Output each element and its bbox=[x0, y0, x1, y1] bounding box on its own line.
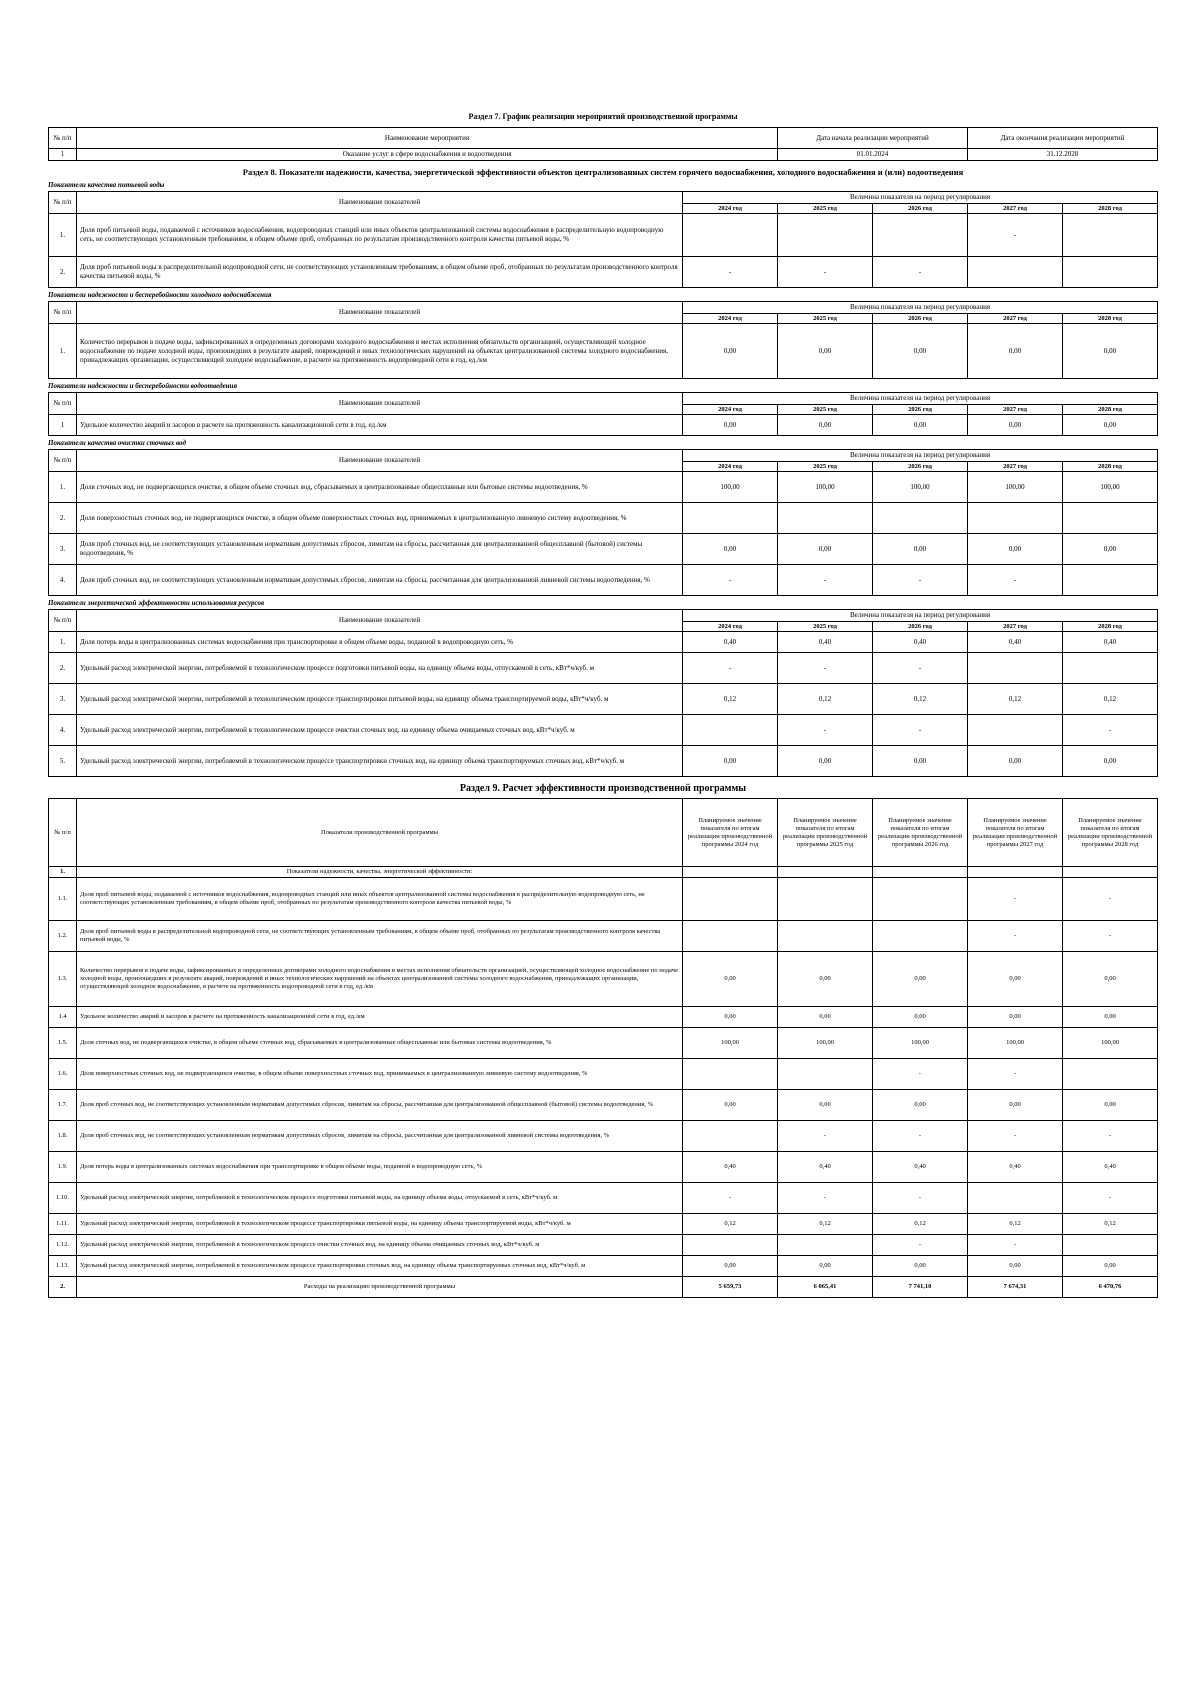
s8-row-n: 1. bbox=[49, 214, 77, 257]
s9-total-2027: 7 674,31 bbox=[968, 1277, 1063, 1298]
s8-row-value: - bbox=[683, 653, 778, 684]
s8-row-value: 0,00 bbox=[1063, 415, 1158, 436]
s9-row-value: 0,00 bbox=[968, 1090, 1063, 1121]
table-row bbox=[49, 653, 1158, 684]
s9-row-n: 1.9. bbox=[49, 1152, 77, 1183]
s9-row-n: 1.7. bbox=[49, 1090, 77, 1121]
s9-row-value: - bbox=[968, 1235, 1063, 1256]
s8-group-table bbox=[48, 609, 1158, 777]
table-row bbox=[49, 715, 1158, 746]
s8-row-value: 0,40 bbox=[683, 632, 778, 653]
s9-row-name: Количество перерывов в подаче воды, зафиксированных в определенных договорами холодного водоснабжения в местах исполнения обязательств организацией, осуществляющей холодное водоснабжение по подаче холодной воды, произошедших в результате аварий, повреждений и иных технологических нарушений на объектах централизованной системы холодного водоснабжения, принадлежащих организации, осуществляющей холодное водоснабжение, в расчете на протяженность водопроводной сети в год, ед./км bbox=[77, 952, 683, 1007]
s9-row-name: Удельный расход электрической энергии, потребляемой в технологическом процессе транспортировки питьевой воды, на единицу объема транспортируемой воды, кВт*ч/куб. м bbox=[77, 1214, 683, 1235]
s9-row-value: - bbox=[778, 1183, 873, 1214]
s9-row-n: 1.11. bbox=[49, 1214, 77, 1235]
s9-header-year-2026: Планируемое значение показателя по итогам реализации производственной программы 2026 год bbox=[873, 799, 968, 867]
s8-row-name: Доля проб питьевой воды, подаваемой с источников водоснабжения, водопроводных станций или иных объектов централизованной системы водоснабжения в распределительную водопроводную сеть, не соответствующих установленным требованиям, в общем объеме проб, отобранных по результатам производственного контроля качества питьевой воды, % bbox=[77, 214, 683, 257]
s9-row-value bbox=[778, 1235, 873, 1256]
s8-header-year: 2026 год bbox=[873, 405, 968, 415]
section-8-title: Раздел 8. Показатели надежности, качества, энергетической эффективности объектов централизованных систем горячего водоснабжения, холодного водоснабжения и (или) водоотведения bbox=[242, 167, 964, 177]
s8-row-value: 0,00 bbox=[683, 746, 778, 777]
s7-row-n: 1 bbox=[49, 149, 77, 161]
s9-row-value: 0,40 bbox=[683, 1152, 778, 1183]
s9-row-value: - bbox=[1063, 1183, 1158, 1214]
s9-row-value: 0,00 bbox=[778, 1256, 873, 1277]
s8-row-value bbox=[968, 653, 1063, 684]
s9-total-2026: 7 741,10 bbox=[873, 1277, 968, 1298]
s9-row-value: 0,00 bbox=[873, 1090, 968, 1121]
section-9-title: Раздел 9. Расчет эффективности производственной программы bbox=[459, 783, 747, 794]
s9-row-n: 1.13. bbox=[49, 1256, 77, 1277]
s9-row-value: 0,12 bbox=[778, 1214, 873, 1235]
s8-row-value: 0,00 bbox=[1063, 746, 1158, 777]
s9-row-value: - bbox=[683, 1183, 778, 1214]
s8-row-value: 0,00 bbox=[968, 415, 1063, 436]
s8-row-n: 5. bbox=[49, 746, 77, 777]
s8-row-value bbox=[1063, 653, 1158, 684]
s9-row-value: 0,00 bbox=[683, 1007, 778, 1028]
s9-row-value: 100,00 bbox=[873, 1028, 968, 1059]
s8-header-n: № п/п bbox=[49, 610, 77, 632]
s9-row-value: 0,12 bbox=[1063, 1214, 1158, 1235]
s8-row-name: Доля потерь воды в централизованных системах водоснабжения при транспортировке в общем объеме воды, поданной в водопроводную сеть, % bbox=[77, 632, 683, 653]
s9-row-value: - bbox=[968, 921, 1063, 952]
s9-row-name: Доля проб питьевой воды, подаваемой с источников водоснабжения, водопроводных станций или иных объектов централизованной системы водоснабжения в распределительную водопроводную сеть, не соответствующих установленным требованиям, в общем объеме проб, отобранных по результатам производственного контроля качества питьевой воды, % bbox=[77, 878, 683, 921]
s8-row-value bbox=[778, 214, 873, 257]
s8-row-n: 1. bbox=[49, 632, 77, 653]
s8-row-value: 0,00 bbox=[683, 415, 778, 436]
s8-row-value: 100,00 bbox=[778, 472, 873, 503]
s8-header-year: 2027 год bbox=[968, 314, 1063, 324]
s8-row-n: 4. bbox=[49, 715, 77, 746]
s9-row-value: 0,12 bbox=[873, 1214, 968, 1235]
s8-row-n: 2. bbox=[49, 257, 77, 288]
section-7-table bbox=[48, 127, 1158, 161]
s8-row-value: 100,00 bbox=[873, 472, 968, 503]
s8-row-value: 0,00 bbox=[683, 324, 778, 379]
table-row bbox=[49, 632, 1158, 653]
s8-row-n: 1. bbox=[49, 324, 77, 379]
s9-group-2-name: Расходы на реализацию производственной программы bbox=[77, 1277, 683, 1298]
s8-header-n: № п/п bbox=[49, 192, 77, 214]
s9-row-value: 0,00 bbox=[683, 1090, 778, 1121]
s8-header-year: 2026 год bbox=[873, 462, 968, 472]
s8-row-value: 0,40 bbox=[778, 632, 873, 653]
s7-header-n: № п/п bbox=[49, 128, 77, 149]
s8-row-value: 0,00 bbox=[1063, 324, 1158, 379]
s9-row-name: Доля сточных вод, не подвергающихся очистке, в общем объеме сточных вод, сбрасываемых в централизованные общесплавные или бытовые системы водоотведения, % bbox=[77, 1028, 683, 1059]
s8-row-value: 100,00 bbox=[683, 472, 778, 503]
s9-group-1-name: Показатели надежности, качества, энергетической эффективности: bbox=[77, 867, 683, 878]
s9-row-value bbox=[683, 878, 778, 921]
s9-row-name: Удельный расход электрической энергии, потребляемой в технологическом процессе очистки сточных вод, на единицу объема очищаемых сточных вод, кВт*ч/куб. м bbox=[77, 1235, 683, 1256]
s8-row-n: 3. bbox=[49, 534, 77, 565]
s8-row-name: Доля проб сточных вод, не соответствующих установленным нормативам допустимых сбросов, лимитам на сбросы, рассчитанная для централизованной общесплавной (бытовой) системы водоотведения, % bbox=[77, 534, 683, 565]
s8-row-name: Удельный расход электрической энергии, потребляемой в технологическом процессе подготовки питьевой воды, на единицу объема воды, отпускаемой в сеть, кВт*ч/куб. м bbox=[77, 653, 683, 684]
table-row bbox=[49, 534, 1158, 565]
s8-row-value bbox=[968, 503, 1063, 534]
s9-row-name: Доля потерь воды в централизованных системах водоснабжения при транспортировке в общем объеме воды, поданной в водопроводную сеть, % bbox=[77, 1152, 683, 1183]
s8-header-year: 2024 год bbox=[683, 622, 778, 632]
s8-row-value bbox=[683, 214, 778, 257]
s8-row-name: Доля проб сточных вод, не соответствующих установленным нормативам допустимых сбросов, лимитам на сбросы, рассчитанная для централизованной ливневой системы водоотведения, % bbox=[77, 565, 683, 596]
table-row bbox=[49, 149, 1158, 161]
s8-group-title: Показатели надежности и бесперебойности холодного водоснабжения bbox=[48, 291, 272, 299]
s8-row-value: 0,00 bbox=[778, 746, 873, 777]
s8-header-period: Величина показателя на период регулирования bbox=[683, 393, 1158, 405]
s9-row-value: - bbox=[1063, 878, 1158, 921]
s8-header-year: 2024 год bbox=[683, 405, 778, 415]
s8-row-n: 3. bbox=[49, 684, 77, 715]
s9-row-value: 0,00 bbox=[968, 1007, 1063, 1028]
s9-row-value: - bbox=[873, 1235, 968, 1256]
s8-header-year: 2027 год bbox=[968, 622, 1063, 632]
s8-row-value: 0,00 bbox=[1063, 534, 1158, 565]
s9-header-year-2027: Планируемое значение показателя по итогам реализации производственной программы 2027 год bbox=[968, 799, 1063, 867]
s8-row-value: 100,00 bbox=[1063, 472, 1158, 503]
s8-row-value: 0,00 bbox=[968, 746, 1063, 777]
s8-group-table bbox=[48, 392, 1158, 436]
s8-row-value: 0,00 bbox=[968, 534, 1063, 565]
s8-row-name: Удельное количество аварий и засоров в расчете на протяженность канализационной сети в год, ед./км bbox=[77, 415, 683, 436]
s8-row-value bbox=[683, 715, 778, 746]
section-8-container bbox=[48, 181, 1158, 777]
s8-row-value: - bbox=[873, 715, 968, 746]
s9-row-value: 0,00 bbox=[1063, 1007, 1158, 1028]
s9-group-2-n: 2. bbox=[49, 1277, 77, 1298]
s8-header-year: 2025 год bbox=[778, 405, 873, 415]
s8-group-title: Показатели энергетической эффективности использования ресурсов bbox=[48, 599, 265, 607]
s9-row-name: Удельный расход электрической энергии, потребляемой в технологическом процессе транспортировки сточных вод, на единицу объема транспортируемых сточных вод, кВт*ч/куб. м bbox=[77, 1256, 683, 1277]
table-row bbox=[49, 1090, 1158, 1121]
s9-header-name: Показатели производственной программы bbox=[77, 799, 683, 867]
s9-header-year-2025: Планируемое значение показателя по итогам реализации производственной программы 2025 год bbox=[778, 799, 873, 867]
s8-row-value bbox=[1063, 214, 1158, 257]
table-row bbox=[49, 257, 1158, 288]
s8-row-value: 0,12 bbox=[683, 684, 778, 715]
s8-row-value: - bbox=[683, 257, 778, 288]
s9-header-year-2024: Планируемое значение показателя по итогам реализации производственной программы 2024 год bbox=[683, 799, 778, 867]
s8-row-n: 2. bbox=[49, 503, 77, 534]
s8-row-value bbox=[1063, 503, 1158, 534]
s9-row-value: 0,00 bbox=[683, 952, 778, 1007]
s8-row-n: 4. bbox=[49, 565, 77, 596]
s9-row-n: 1.1. bbox=[49, 878, 77, 921]
s9-row-value: 0,00 bbox=[683, 1256, 778, 1277]
s8-row-value: 0,12 bbox=[1063, 684, 1158, 715]
s8-header-n: № п/п bbox=[49, 302, 77, 324]
s7-header-name: Наименование мероприятия bbox=[77, 128, 778, 149]
s8-row-value: 0,00 bbox=[778, 534, 873, 565]
s8-row-value: - bbox=[873, 653, 968, 684]
s8-row-value: 0,00 bbox=[683, 534, 778, 565]
s8-header-year: 2025 год bbox=[778, 622, 873, 632]
s8-row-value: 0,00 bbox=[968, 324, 1063, 379]
s8-row-value: - bbox=[778, 715, 873, 746]
s8-group-title: Показатели качества питьевой воды bbox=[48, 181, 165, 189]
s8-row-value: 0,40 bbox=[1063, 632, 1158, 653]
s8-group-table bbox=[48, 449, 1158, 596]
s8-header-year: 2025 год bbox=[778, 462, 873, 472]
s8-row-value: - bbox=[778, 565, 873, 596]
s8-row-value: - bbox=[778, 257, 873, 288]
s9-row-value: 0,40 bbox=[968, 1152, 1063, 1183]
s9-row-n: 1.8. bbox=[49, 1121, 77, 1152]
s8-row-n: 1 bbox=[49, 415, 77, 436]
s8-header-name: Наименование показателей bbox=[77, 302, 683, 324]
s9-row-value: 100,00 bbox=[778, 1028, 873, 1059]
s8-header-name: Наименование показателей bbox=[77, 610, 683, 632]
s9-row-value bbox=[1063, 1059, 1158, 1090]
s8-header-period: Величина показателя на период регулирования bbox=[683, 610, 1158, 622]
s8-row-value: - bbox=[778, 653, 873, 684]
s7-header-start: Дата начала реализации мероприятий bbox=[778, 128, 968, 149]
s9-row-value: - bbox=[968, 1059, 1063, 1090]
s8-row-name: Удельный расход электрической энергии, потребляемой в технологическом процессе транспортировки сточных вод, на единицу объема транспортируемых сточных вод, кВт*ч/куб. м bbox=[77, 746, 683, 777]
s9-row-name: Доля проб питьевой воды в распределительной водопроводной сети, не соответствующих установленным требованиям, в общем объеме проб, отобранных по результатам производственного контроля качества питьевой воды, % bbox=[77, 921, 683, 952]
s8-row-value: 0,12 bbox=[968, 684, 1063, 715]
s9-total-2028: 6 470,76 bbox=[1063, 1277, 1158, 1298]
s8-row-value bbox=[683, 503, 778, 534]
s9-row-value: 0,00 bbox=[778, 1007, 873, 1028]
s8-header-year: 2028 год bbox=[1063, 314, 1158, 324]
s9-row-value: 0,00 bbox=[778, 1090, 873, 1121]
s8-header-name: Наименование показателей bbox=[77, 192, 683, 214]
s9-row-value: - bbox=[968, 1121, 1063, 1152]
s8-group-table bbox=[48, 191, 1158, 288]
s9-row-n: 1.6. bbox=[49, 1059, 77, 1090]
s8-row-value: 0,12 bbox=[778, 684, 873, 715]
s8-row-value: 0,40 bbox=[968, 632, 1063, 653]
s8-row-value: - bbox=[873, 565, 968, 596]
table-row bbox=[49, 503, 1158, 534]
s8-row-n: 2. bbox=[49, 653, 77, 684]
s9-header-n: № п/п bbox=[49, 799, 77, 867]
s9-row-value: - bbox=[873, 1183, 968, 1214]
section-7-title: Раздел 7. График реализации мероприятий производственной программы bbox=[468, 112, 738, 121]
s8-row-name: Доля проб питьевой воды в распределительной водопроводной сети, не соответствующих установленным требованиям, в общем объеме проб, отобранных по результатам производственного контроля качества питьевой воды, % bbox=[77, 257, 683, 288]
s8-header-year: 2027 год bbox=[968, 204, 1063, 214]
s9-row-n: 1.4 bbox=[49, 1007, 77, 1028]
table-row bbox=[49, 1235, 1158, 1256]
table-row bbox=[49, 1214, 1158, 1235]
s8-row-value: - bbox=[968, 214, 1063, 257]
s9-row-value bbox=[873, 878, 968, 921]
s9-row-value: - bbox=[873, 1059, 968, 1090]
table-row bbox=[49, 1183, 1158, 1214]
s8-row-name: Удельный расход электрической энергии, потребляемой в технологическом процессе транспортировки питьевой воды, на единицу объема транспортируемой воды, кВт*ч/куб. м bbox=[77, 684, 683, 715]
s8-header-year: 2024 год bbox=[683, 314, 778, 324]
s8-header-year: 2028 год bbox=[1063, 405, 1158, 415]
table-row bbox=[49, 565, 1158, 596]
s8-row-value bbox=[1063, 565, 1158, 596]
s9-row-value bbox=[968, 1183, 1063, 1214]
s8-row-value: 0,00 bbox=[778, 415, 873, 436]
s8-header-year: 2026 год bbox=[873, 314, 968, 324]
s8-row-value: 0,12 bbox=[873, 684, 968, 715]
s9-row-n: 1.2. bbox=[49, 921, 77, 952]
table-row bbox=[49, 878, 1158, 921]
s8-header-year: 2025 год bbox=[778, 314, 873, 324]
s8-row-value bbox=[968, 257, 1063, 288]
s9-row-value bbox=[683, 1059, 778, 1090]
s9-row-value: 0,00 bbox=[873, 1256, 968, 1277]
s8-header-year: 2024 год bbox=[683, 204, 778, 214]
s7-row-end: 31.12.2028 bbox=[968, 149, 1158, 161]
table-row bbox=[49, 1121, 1158, 1152]
s9-row-value bbox=[683, 1121, 778, 1152]
s9-row-value: 100,00 bbox=[968, 1028, 1063, 1059]
table-row bbox=[49, 415, 1158, 436]
s8-row-value: - bbox=[968, 565, 1063, 596]
s9-row-n: 1.10. bbox=[49, 1183, 77, 1214]
s9-row-value: 0,12 bbox=[968, 1214, 1063, 1235]
s8-header-n: № п/п bbox=[49, 450, 77, 472]
s8-row-name: Доля сточных вод, не подвергающихся очистке, в общем объеме сточных вод, сбрасываемых в централизованные общесплавные или бытовые системы водоотведения, % bbox=[77, 472, 683, 503]
s9-group-1-n: 1. bbox=[49, 867, 77, 878]
s9-row-value: - bbox=[873, 1121, 968, 1152]
s8-row-value bbox=[968, 715, 1063, 746]
s9-body bbox=[49, 878, 1158, 1277]
s9-row-value: 0,00 bbox=[873, 952, 968, 1007]
s8-header-name: Наименование показателей bbox=[77, 450, 683, 472]
s8-header-name: Наименование показателей bbox=[77, 393, 683, 415]
s9-group-2-row bbox=[49, 1277, 1158, 1298]
s9-total-2025: 6 065,41 bbox=[778, 1277, 873, 1298]
s8-group-title: Показатели надежности и бесперебойности водоотведения bbox=[48, 382, 238, 390]
document-page bbox=[48, 112, 1158, 1298]
s8-header-year: 2027 год bbox=[968, 405, 1063, 415]
s9-row-value: 0,00 bbox=[1063, 952, 1158, 1007]
s8-header-period: Величина показателя на период регулирования bbox=[683, 192, 1158, 204]
s8-row-name: Количество перерывов в подаче воды, зафиксированных в определенных договорами холодного водоснабжения в местах исполнения обязательств организацией, осуществляющей холодное водоснабжение по подаче холодной воды, произошедших в результате аварий, повреждений и иных технологических нарушений на объектах централизованной системы холодного водоснабжения, принадлежащих организации, осуществляющей холодное водоснабжение, в расчете на протяженность водопроводной сети в год, ед./км bbox=[77, 324, 683, 379]
s9-row-value bbox=[778, 878, 873, 921]
s9-row-value: 100,00 bbox=[1063, 1028, 1158, 1059]
table-row bbox=[49, 921, 1158, 952]
s8-row-value bbox=[873, 214, 968, 257]
s9-row-name: Доля поверхностных сточных вод, не подвергающихся очистке, в общем объеме поверхностных сточных вод, принимаемых в централизованную ливневую систему водоотведения, % bbox=[77, 1059, 683, 1090]
s8-row-value: 0,00 bbox=[778, 324, 873, 379]
s9-row-value: 0,40 bbox=[1063, 1152, 1158, 1183]
s8-header-year: 2027 год bbox=[968, 462, 1063, 472]
s9-row-value: - bbox=[968, 878, 1063, 921]
s8-header-period: Величина показателя на период регулирования bbox=[683, 450, 1158, 462]
s9-row-value: 0,40 bbox=[778, 1152, 873, 1183]
s9-row-value: 0,00 bbox=[968, 952, 1063, 1007]
s7-row-name: Оказание услуг в сфере водоснабжения и водоотведения bbox=[77, 149, 778, 161]
s9-header-year-2028: Планируемое значение показателя по итогам реализации производственной программы 2028 год bbox=[1063, 799, 1158, 867]
s8-header-period: Величина показателя на период регулирования bbox=[683, 302, 1158, 314]
table-row bbox=[49, 1256, 1158, 1277]
s9-row-value: - bbox=[778, 1121, 873, 1152]
s8-row-value: - bbox=[873, 257, 968, 288]
s7-row-start: 01.01.2024 bbox=[778, 149, 968, 161]
s9-row-n: 1.3. bbox=[49, 952, 77, 1007]
s8-row-value: - bbox=[1063, 715, 1158, 746]
s9-row-value bbox=[683, 921, 778, 952]
s8-row-value: 0,00 bbox=[873, 324, 968, 379]
s8-header-year: 2028 год bbox=[1063, 462, 1158, 472]
s9-row-value: 0,00 bbox=[1063, 1256, 1158, 1277]
s9-row-name: Доля проб сточных вод, не соответствующих установленным нормативам допустимых сбросов, лимитам на сбросы, рассчитанная для централизованной общесплавной (бытовой) системы водоотведения, % bbox=[77, 1090, 683, 1121]
s9-row-value: - bbox=[1063, 1121, 1158, 1152]
s9-row-name: Доля проб сточных вод, не соответствующих установленным нормативам допустимых сбросов, лимитам на сбросы, рассчитанная для централизованной ливневой системы водоотведения, % bbox=[77, 1121, 683, 1152]
s9-row-name: Удельное количество аварий и засоров в расчете на протяженность канализационной сети в год, ед./км bbox=[77, 1007, 683, 1028]
s9-row-name: Удельный расход электрической энергии, потребляемой в технологическом процессе подготовки питьевой воды, на единицу объема воды, отпускаемой в сеть, кВт*ч/куб. м bbox=[77, 1183, 683, 1214]
s8-row-name: Доля поверхностных сточных вод, не подвергающихся очистке, в общем объеме поверхностных сточных вод, принимаемых в централизованную ливневую систему водоотведения, % bbox=[77, 503, 683, 534]
s9-row-value bbox=[683, 1235, 778, 1256]
table-row bbox=[49, 1028, 1158, 1059]
table-row bbox=[49, 214, 1158, 257]
table-row bbox=[49, 1152, 1158, 1183]
s8-row-value bbox=[1063, 257, 1158, 288]
s8-row-value: 100,00 bbox=[968, 472, 1063, 503]
s8-row-value: 0,00 bbox=[873, 746, 968, 777]
s8-row-value: 0,40 bbox=[873, 632, 968, 653]
table-row bbox=[49, 746, 1158, 777]
s8-group-table bbox=[48, 301, 1158, 379]
s8-row-value: 0,00 bbox=[873, 415, 968, 436]
s8-header-year: 2028 год bbox=[1063, 622, 1158, 632]
s8-group-title: Показатели качества очистки сточных вод bbox=[48, 439, 186, 447]
s9-row-value bbox=[778, 1059, 873, 1090]
s8-row-value bbox=[778, 503, 873, 534]
s9-row-value bbox=[873, 921, 968, 952]
s9-row-value bbox=[1063, 1235, 1158, 1256]
table-row bbox=[49, 1059, 1158, 1090]
s8-row-value: - bbox=[683, 565, 778, 596]
s8-header-year: 2026 год bbox=[873, 622, 968, 632]
table-row bbox=[49, 952, 1158, 1007]
s8-row-name: Удельный расход электрической энергии, потребляемой в технологическом процессе очистки сточных вод, на единицу объема очищаемых сточных вод, кВт*ч/куб. м bbox=[77, 715, 683, 746]
s8-header-n: № п/п bbox=[49, 393, 77, 415]
s9-row-n: 1.5. bbox=[49, 1028, 77, 1059]
s8-header-year: 2028 год bbox=[1063, 204, 1158, 214]
s8-header-year: 2026 год bbox=[873, 204, 968, 214]
s9-row-value: 0,12 bbox=[683, 1214, 778, 1235]
s9-row-value: 0,00 bbox=[968, 1256, 1063, 1277]
s9-row-n: 1.12. bbox=[49, 1235, 77, 1256]
s8-header-year: 2025 год bbox=[778, 204, 873, 214]
s8-row-value: 0,00 bbox=[873, 534, 968, 565]
table-row bbox=[49, 684, 1158, 715]
s9-row-value: 0,00 bbox=[1063, 1090, 1158, 1121]
table-row bbox=[49, 1007, 1158, 1028]
s9-group-1-row bbox=[49, 867, 1158, 878]
table-row bbox=[49, 472, 1158, 503]
s7-header-end: Дата окончания реализации мероприятий bbox=[968, 128, 1158, 149]
s8-row-value bbox=[873, 503, 968, 534]
s9-row-value: 0,00 bbox=[873, 1007, 968, 1028]
s9-row-value: - bbox=[1063, 921, 1158, 952]
section-9-table bbox=[48, 798, 1158, 1298]
s8-row-n: 1. bbox=[49, 472, 77, 503]
s9-row-value: 100,00 bbox=[683, 1028, 778, 1059]
s9-row-value: 0,40 bbox=[873, 1152, 968, 1183]
s9-row-value bbox=[778, 921, 873, 952]
s9-row-value: 0,00 bbox=[778, 952, 873, 1007]
table-row bbox=[49, 324, 1158, 379]
s8-header-year: 2024 год bbox=[683, 462, 778, 472]
s9-total-2024: 5 659,73 bbox=[683, 1277, 778, 1298]
